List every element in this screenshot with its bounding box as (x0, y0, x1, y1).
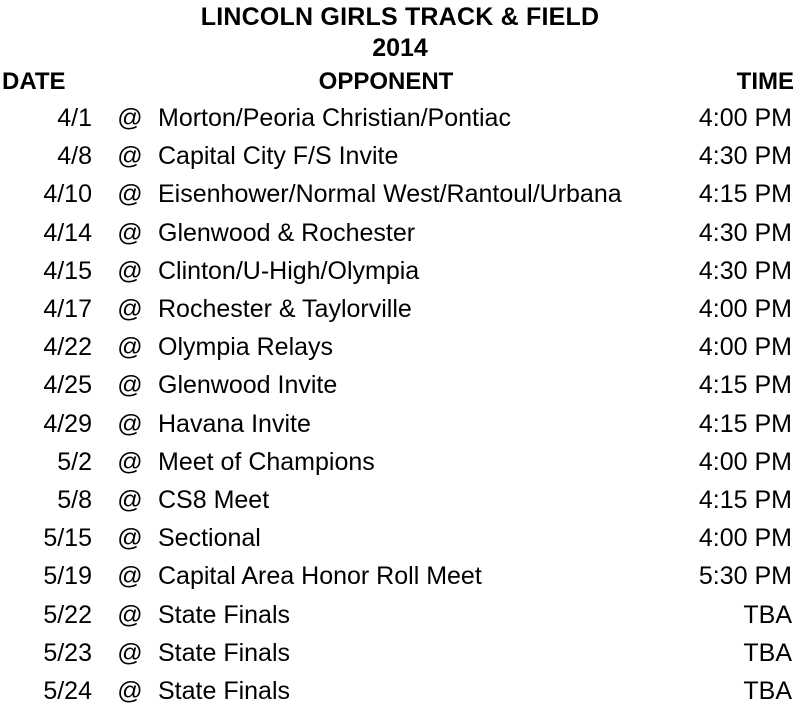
cell-time: 4:00 PM (698, 447, 792, 476)
table-header-row (0, 64, 800, 99)
cell-at-marker: @ (117, 638, 143, 667)
page-subtitle-year: 2014 (372, 34, 428, 62)
table-row (0, 175, 800, 213)
cell-at-marker: @ (117, 333, 143, 362)
cell-opponent: Sectional (158, 524, 261, 553)
cell-date: 4/29 (43, 409, 92, 438)
cell-opponent: Meet of Champions (158, 447, 375, 476)
cell-opponent: Glenwood Invite (158, 371, 338, 400)
cell-time: 4:00 PM (698, 295, 792, 324)
cell-at-marker: @ (117, 524, 143, 553)
column-header-date: DATE (2, 68, 66, 95)
cell-opponent: State Finals (158, 600, 291, 629)
cell-at-marker: @ (117, 677, 143, 706)
cell-date: 5/22 (43, 600, 92, 629)
cell-at-marker: @ (117, 295, 143, 324)
cell-date: 4/25 (43, 371, 92, 400)
cell-opponent: Clinton/U-High/Olympia (158, 256, 420, 285)
cell-time: 4:30 PM (698, 142, 792, 171)
cell-date: 5/19 (43, 562, 92, 591)
table-row (0, 137, 800, 175)
cell-at-marker: @ (117, 409, 143, 438)
cell-date: 4/22 (43, 333, 92, 362)
cell-opponent: CS8 Meet (158, 486, 270, 515)
cell-at-marker: @ (117, 562, 143, 591)
cell-time: 4:00 PM (698, 333, 792, 362)
cell-opponent: Havana Invite (158, 409, 311, 438)
cell-date: 4/1 (57, 104, 92, 132)
cell-opponent: Eisenhower/Normal West/Rantoul/Urbana (158, 180, 622, 209)
cell-at-marker: @ (117, 447, 143, 476)
table-row (0, 557, 800, 595)
cell-at-marker: @ (117, 256, 143, 285)
cell-at-marker: @ (117, 180, 143, 209)
cell-time: 4:00 PM (698, 524, 792, 553)
cell-opponent: State Finals (158, 638, 291, 667)
cell-time: TBA (743, 677, 792, 706)
cell-date: 5/8 (57, 486, 92, 515)
cell-at-marker: @ (117, 142, 143, 171)
cell-opponent: State Finals (158, 677, 291, 706)
cell-date: 5/15 (43, 524, 92, 553)
cell-date: 5/24 (43, 677, 92, 706)
cell-date: 5/23 (43, 638, 92, 667)
table-row (0, 366, 800, 404)
cell-at-marker: @ (117, 486, 143, 515)
cell-date: 4/14 (43, 218, 92, 247)
cell-opponent: Glenwood & Rochester (158, 218, 416, 247)
table-row (0, 519, 800, 557)
cell-date: 4/8 (57, 142, 92, 171)
table-row (0, 290, 800, 328)
cell-at-marker: @ (117, 600, 143, 629)
table-row (0, 405, 800, 443)
cell-time: 4:15 PM (698, 371, 792, 400)
table-row (0, 634, 800, 672)
cell-date: 4/17 (43, 295, 92, 324)
table-row (0, 596, 800, 634)
table-row (0, 99, 800, 137)
column-header-time: TIME (736, 68, 794, 95)
page-title: LINCOLN GIRLS TRACK & FIELD (200, 3, 600, 31)
cell-time: 4:15 PM (698, 486, 792, 515)
cell-opponent: Capital Area Honor Roll Meet (158, 562, 482, 591)
table-row (0, 214, 800, 252)
cell-time: TBA (743, 600, 792, 629)
cell-time: 4:15 PM (698, 409, 792, 438)
cell-time: 4:15 PM (698, 180, 792, 209)
table-row (0, 252, 800, 290)
cell-time: 4:00 PM (698, 104, 792, 132)
cell-at-marker: @ (117, 371, 143, 400)
cell-time: 5:30 PM (698, 562, 792, 591)
cell-date: 5/2 (57, 447, 92, 476)
schedule-table-body (0, 99, 800, 710)
cell-opponent: Capital City F/S Invite (158, 142, 399, 171)
cell-date: 4/10 (43, 180, 92, 209)
cell-time: 4:30 PM (698, 256, 792, 285)
cell-opponent: Olympia Relays (158, 333, 334, 362)
cell-time: 4:30 PM (698, 218, 792, 247)
cell-opponent: Morton/Peoria Christian/Pontiac (158, 104, 511, 132)
document-title-block (0, 0, 800, 64)
cell-opponent: Rochester & Taylorville (158, 295, 412, 324)
column-header-opponent: OPPONENT (318, 68, 454, 95)
table-row (0, 328, 800, 366)
cell-at-marker: @ (117, 218, 143, 247)
table-row (0, 672, 800, 710)
table-row (0, 481, 800, 519)
table-row (0, 443, 800, 481)
cell-at-marker: @ (117, 104, 143, 132)
cell-date: 4/15 (43, 256, 92, 285)
cell-time: TBA (743, 638, 792, 667)
